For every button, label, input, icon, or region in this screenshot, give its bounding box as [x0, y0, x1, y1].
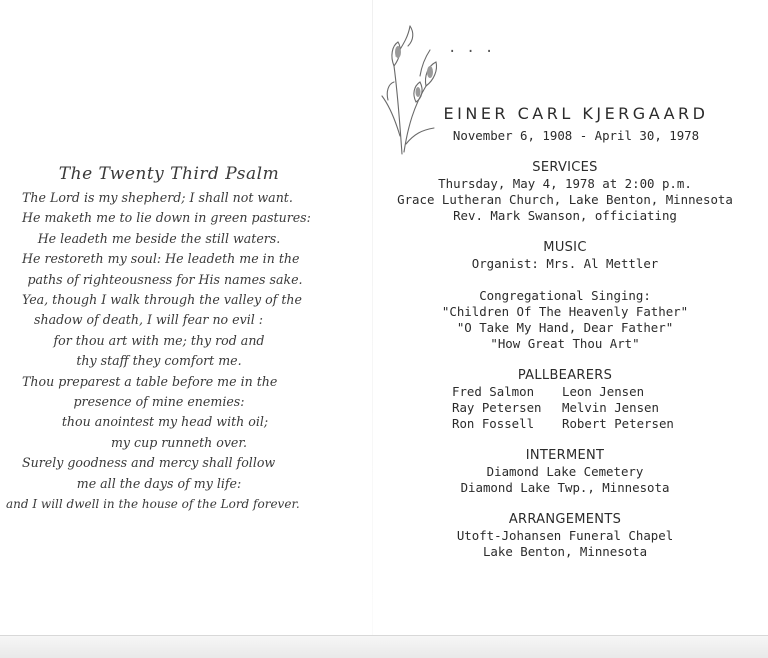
psalm-line: shadow of death, I will fear no evil :: [34, 312, 264, 328]
page-bottom-edge: [0, 635, 768, 658]
psalm-line: The Lord is my shepherd; I shall not want.: [22, 190, 293, 205]
psalm-line: He leadeth me beside the still waters.: [37, 230, 281, 246]
service-panel: [380, 0, 750, 636]
arrangements-heading: ARRANGEMENTS: [508, 512, 622, 527]
psalm-title: The Twenty Third Psalm: [58, 164, 280, 184]
interment-section: [380, 448, 750, 496]
pallbearer-name: Ron Fossell: [452, 416, 535, 431]
hymn-title: "O Take My Hand, Dear Father": [456, 320, 674, 335]
psalm-line: thou anointest my head with oil;: [61, 414, 269, 430]
psalm-line: Thou preparest a table before me in the: [22, 373, 278, 389]
psalm-line: paths of righteousness for His names sake.: [27, 271, 303, 287]
pallbearer-name: Melvin Jensen: [562, 400, 659, 415]
deceased-name: EINER CARL KJERGAARD: [443, 104, 709, 123]
services-line: Thursday, May 4, 1978 at 2:00 p.m.: [438, 176, 692, 191]
fold-line: [372, 0, 373, 636]
psalm-line: Yea, though I walk through the valley of the: [22, 292, 302, 308]
congregational-singing: [380, 288, 750, 352]
hymn-title: "How Great Thou Art": [490, 336, 640, 351]
pallbearer-name: Fred Salmon: [452, 384, 535, 399]
arrangements-line: Utoft-Johansen Funeral Chapel: [456, 528, 674, 543]
pallbearer-name: Leon Jensen: [562, 384, 645, 399]
psalm-line: He maketh me to lie down in green pastures:: [22, 210, 311, 226]
singing-label: Congregational Singing:: [479, 288, 651, 303]
psalm-panel: [6, 164, 312, 515]
pallbearer-name: Ray Petersen: [452, 400, 542, 415]
organist-line: Organist: Mrs. Al Mettler: [471, 256, 659, 271]
psalm-line: for thou art with me; thy rod and: [53, 332, 265, 348]
psalm-line: thy staff they comfort me.: [76, 353, 242, 369]
interment-heading: INTERMENT: [525, 448, 605, 463]
life-dates: November 6, 1908 - April 30, 1978: [452, 128, 700, 143]
music-section: [380, 240, 750, 272]
psalm-line: Surely goodness and mercy shall follow: [22, 455, 276, 471]
services-line: Rev. Mark Swanson, officiating: [453, 208, 677, 223]
arrangements-section: [380, 512, 750, 560]
pallbearers-list: [440, 384, 690, 432]
arrangements-line: Lake Benton, Minnesota: [482, 544, 648, 559]
psalm-line: me all the days of my life:: [76, 475, 242, 491]
services-heading: SERVICES: [532, 160, 598, 175]
pallbearers-heading: PALLBEARERS: [517, 368, 613, 383]
hymn-title: "Children Of The Heavenly Father": [441, 304, 689, 319]
psalm-line: presence of mine enemies:: [73, 394, 245, 410]
interment-line: Diamond Lake Twp., Minnesota: [460, 480, 670, 495]
psalm-line: my cup runneth over.: [110, 434, 248, 450]
services-section: [380, 160, 750, 224]
services-line: Grace Lutheran Church, Lake Benton, Minnesota: [397, 192, 733, 207]
psalm-line: He restoreth my soul: He leadeth me in the: [22, 251, 300, 267]
decorative-dots: ...: [448, 40, 504, 56]
psalm-line: and I will dwell in the house of the Lord forever.: [6, 497, 300, 512]
interment-line: Diamond Lake Cemetery: [486, 464, 644, 479]
music-heading: MUSIC: [543, 240, 587, 255]
pallbearers-section: [380, 368, 750, 432]
pallbearer-name: Robert Petersen: [562, 416, 674, 431]
